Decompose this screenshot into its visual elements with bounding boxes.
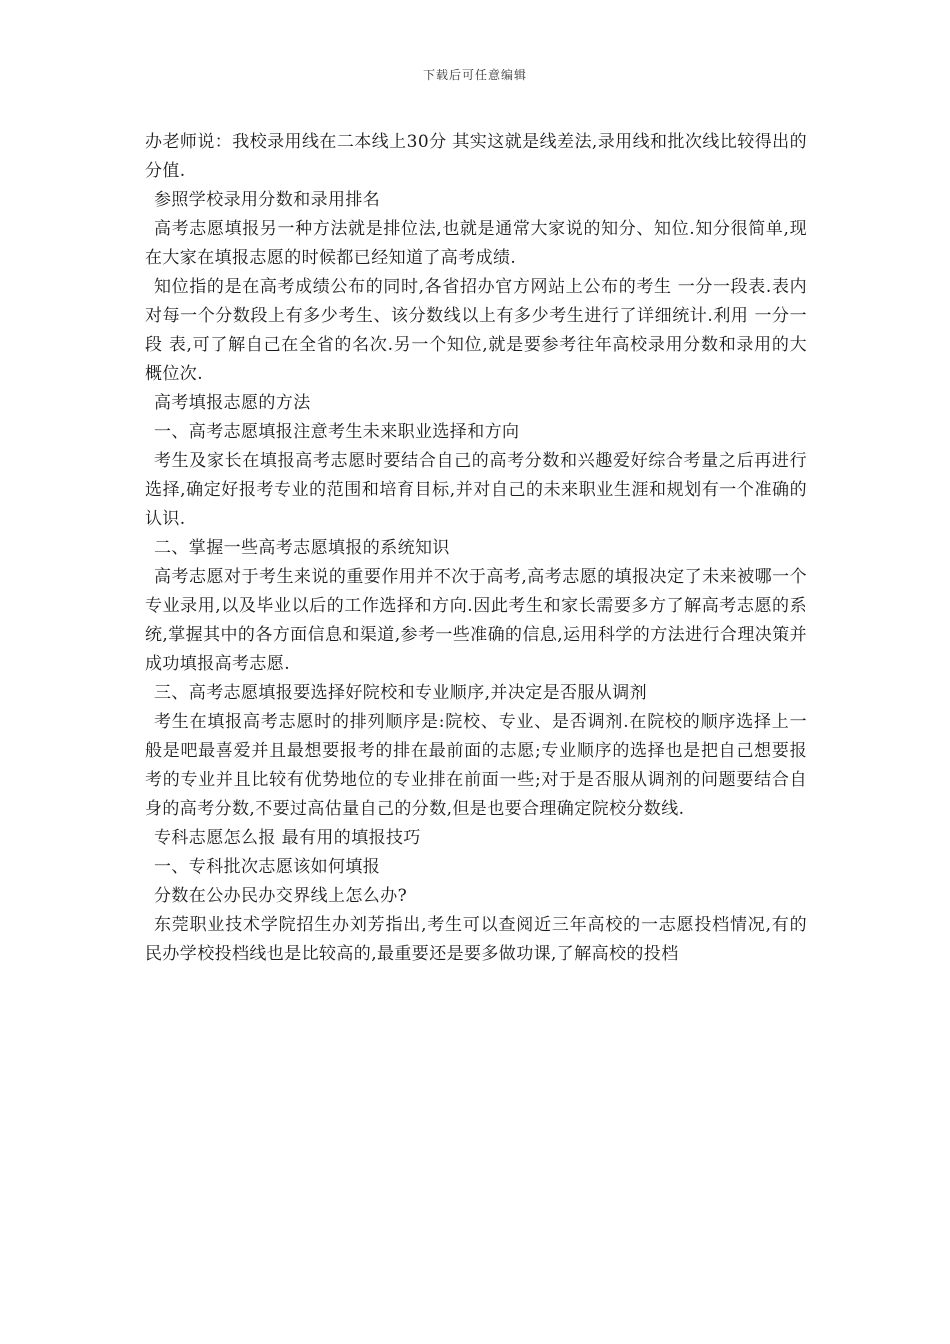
paragraph: 东莞职业技术学院招生办刘芳指出,考生可以查阅近三年高校的一志愿投档情况,有的民办学校投档线也是比较高的,最重要还是要多做功课,了解高校的投档 xyxy=(145,915,807,964)
paragraph: 知位指的是在高考成绩公布的同时,各省招办官方网站上公布的考生 一分一段表.表内对每一个分数段上有多少考生、该分数线以上有多少考生进行了详细统计.利用 一分一段 表,可了解自己在全省的名次.另一个知位,就是要参考往年高校录用分数和录用的大概位次. xyxy=(145,277,807,384)
subsection-heading: 一、高考志愿填报注意考生未来职业选择和方向 xyxy=(154,422,520,442)
section-heading: 高考填报志愿的方法 xyxy=(154,393,311,413)
paragraph: 高考志愿对于考生来说的重要作用并不次于高考,高考志愿的填报决定了未来被哪一个专业录用,以及毕业以后的工作选择和方向.因此考生和家长需要多方了解高考志愿的系统,掌握其中的各方面信息和渠道,参考一些准确的信息,运用科学的方法进行合理决策并成功填报高考志愿. xyxy=(145,567,807,674)
section-heading: 专科志愿怎么报 最有用的填报技巧 xyxy=(154,828,421,848)
paragraph: 考生在填报高考志愿时的排列顺序是:院校、专业、是否调剂.在院校的顺序选择上一般是吧最喜爱并且最想要报考的排在最前面的志愿;专业顺序的选择也是把自己想要报考的专业并且比较有优势地位的专业排在前面一些;对于是否服从调剂的问题要结合自身的高考分数,不要过高估量自己的分数,但是也要合理确定院校分数线. xyxy=(145,712,807,819)
page-header: 下载后可任意编辑 xyxy=(422,68,527,82)
subsection-heading: 二、掌握一些高考志愿填报的系统知识 xyxy=(154,538,450,558)
paragraph: 办老师说：我校录用线在二本线上30分 其实这就是线差法,录用线和批次线比较得出的分值. xyxy=(145,132,807,181)
question-line: 分数在公办民办交界线上怎么办? xyxy=(154,886,408,906)
paragraph: 考生及家长在填报高考志愿时要结合自己的高考分数和兴趣爱好综合考量之后再进行选择,确定好报考专业的范围和培育目标,并对自己的未来职业生涯和规划有一个准确的认识. xyxy=(145,451,807,529)
paragraph: 高考志愿填报另一种方法就是排位法,也就是通常大家说的知分、知位.知分很简单,现在大家在填报志愿的时候都已经知道了高考成绩. xyxy=(145,219,807,268)
section-heading: 参照学校录用分数和录用排名 xyxy=(154,190,381,210)
subsection-heading: 三、高考志愿填报要选择好院校和专业顺序,并决定是否服从调剂 xyxy=(154,683,648,703)
subsection-heading: 一、专科批次志愿该如何填报 xyxy=(154,857,381,877)
document-body xyxy=(145,128,807,969)
